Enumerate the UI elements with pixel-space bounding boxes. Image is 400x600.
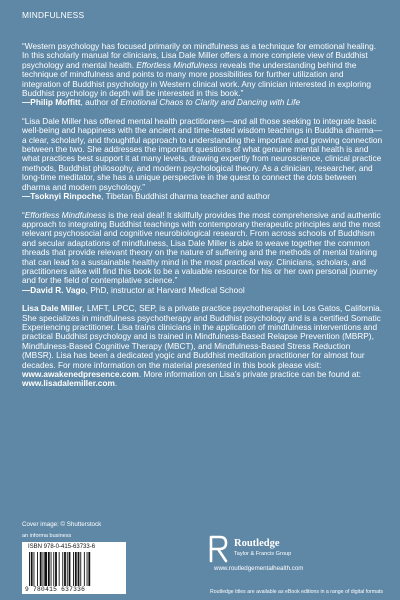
website-link[interactable]: www.awakenedpresence.com [22, 369, 139, 379]
publisher-url[interactable]: www.routledgementalhealth.com [214, 565, 304, 572]
barcode [22, 542, 126, 594]
book-title: Effortless Mindfulness [136, 59, 218, 70]
blurb-2-attribution: —Tsoknyi Rinpoche, Tibetan Buddhist dharma teacher and author [22, 191, 270, 202]
footer [0, 533, 400, 600]
informa-tagline: an informa business [22, 533, 72, 539]
routledge-logo-icon [208, 535, 230, 563]
author-name: Lisa Dale Miller [22, 303, 83, 314]
practice-link[interactable]: www.lisadalemiller.com [22, 378, 115, 389]
blurb-3-attribution: —David R. Vago, PhD, instructor at Harvard Medical School [22, 284, 245, 295]
cover-text [22, 42, 384, 389]
endorser-name: —Tsoknyi Rinpoche [22, 191, 102, 202]
blurb-2 [22, 117, 384, 202]
book-title: Effortless Mindfulness [24, 209, 106, 220]
blurb-3-quote: “Effortless Mindfulness is the real deal! It skillfully provides the most comprehensive and authentic approach to integrating Buddhist teachings with contemporary therapeutic principles and the most relevant psychosocial and cognitive neurobiological research. From across schools of Buddhism and secular adaptations of mindfulness, Lisa Dale Miller is able to weave together the common threads that provide relevant theory on the nature of suffering and the methods of mental training that can lead to a sustainable healthy mind in the most practical way. Clinicians, scholars, and practitioners alike will find this book to be a valuable resource for his or her own personal journey and for the field of contemplative science.” [22, 209, 381, 286]
isbn: ISBN 978-0-415-63733-6 [28, 544, 96, 550]
publisher-name: Routledge [234, 538, 280, 549]
author-bio: Lisa Dale Miller, LMFT, LPCC, SEP, is a private practice psychotherapist in Los Gatos, California. She specializes in mindfulness psychotherapy and Buddhist psychology and is a certified Somatic Experiencing practitioner. Lisa trains clinicians in the application of mindfulness interventions and practical Buddhist psychology and is trained in Mindfulness-Based Relapse Prevention (MBRP), Mindfulness-Based Cognitive Therapy (MBCT), and Mindfulness-Based Stress Reduction (MBSR). Lisa has been a dedicated yogic and Buddhist meditation practitioner for almost four decades. For more information on the material presented in this book please visit: www.awakenedpresence.com. More information on Lisa’s private practice can be found at: www.lisadalemiller.com. [22, 303, 383, 389]
cover-image-credit: Cover image: © Shutterstock [22, 521, 102, 528]
endorser-book-title: Emotional Chaos to Clarity and Dancing with Life [120, 97, 301, 108]
publisher [208, 535, 368, 575]
formats-note: Routledge titles are available as eBook editions in a range of digital formats [210, 589, 384, 595]
publisher-group: Taylor & Francis Group [234, 551, 292, 557]
endorser-name: —David R. Vago [22, 284, 86, 295]
blurb-3 [22, 211, 384, 296]
blurb-2-quote: “Lisa Dale Miller has offered mental health practitioners—and all those seeking to integrate basic well-being and happiness with the ancient and time-tested wisdom teachings in Buddha dharma—a clear, scholarly, and thoughtful approach to understanding the important and growing connection between the two. She addresses the important questions of what genuine mental health is and what practices best support it at many levels, drawing expertly from neuroscience, clinical practice methods, Buddhist philosophy, and modern psychological theory. As a clinician, researcher, and long-time meditator, she has a unique perspective in the quest to connect the dots between dharma and modern psychology.” [22, 115, 383, 192]
category-label: MINDFULNESS [22, 10, 85, 20]
barcode-bars [28, 552, 120, 586]
blurb-1-attribution: —Philip Moffitt, author of Emotional Chaos to Clarity and Dancing with Life [22, 97, 301, 108]
blurb-1 [22, 42, 384, 108]
blurb-1-quote: “Western psychology has focused primarily on mindfulness as a technique for emotional healing. In this scholarly manual for clinicians, Lisa Dale Miller offers a more complete view of Buddhist psychology and mental health. Effortless Mindfulness reveals the understanding behind the technique of mindfulness and points to many more possibilities for further utilization and integration of Buddhist psychology in Western clinical work. Any clinician interested in exploring Buddhist psychology in depth will be interested in this book.” [22, 41, 377, 99]
barcode-number: 9 780415 637336 [25, 586, 86, 593]
endorser-name: —Philip Moffitt [22, 97, 81, 108]
